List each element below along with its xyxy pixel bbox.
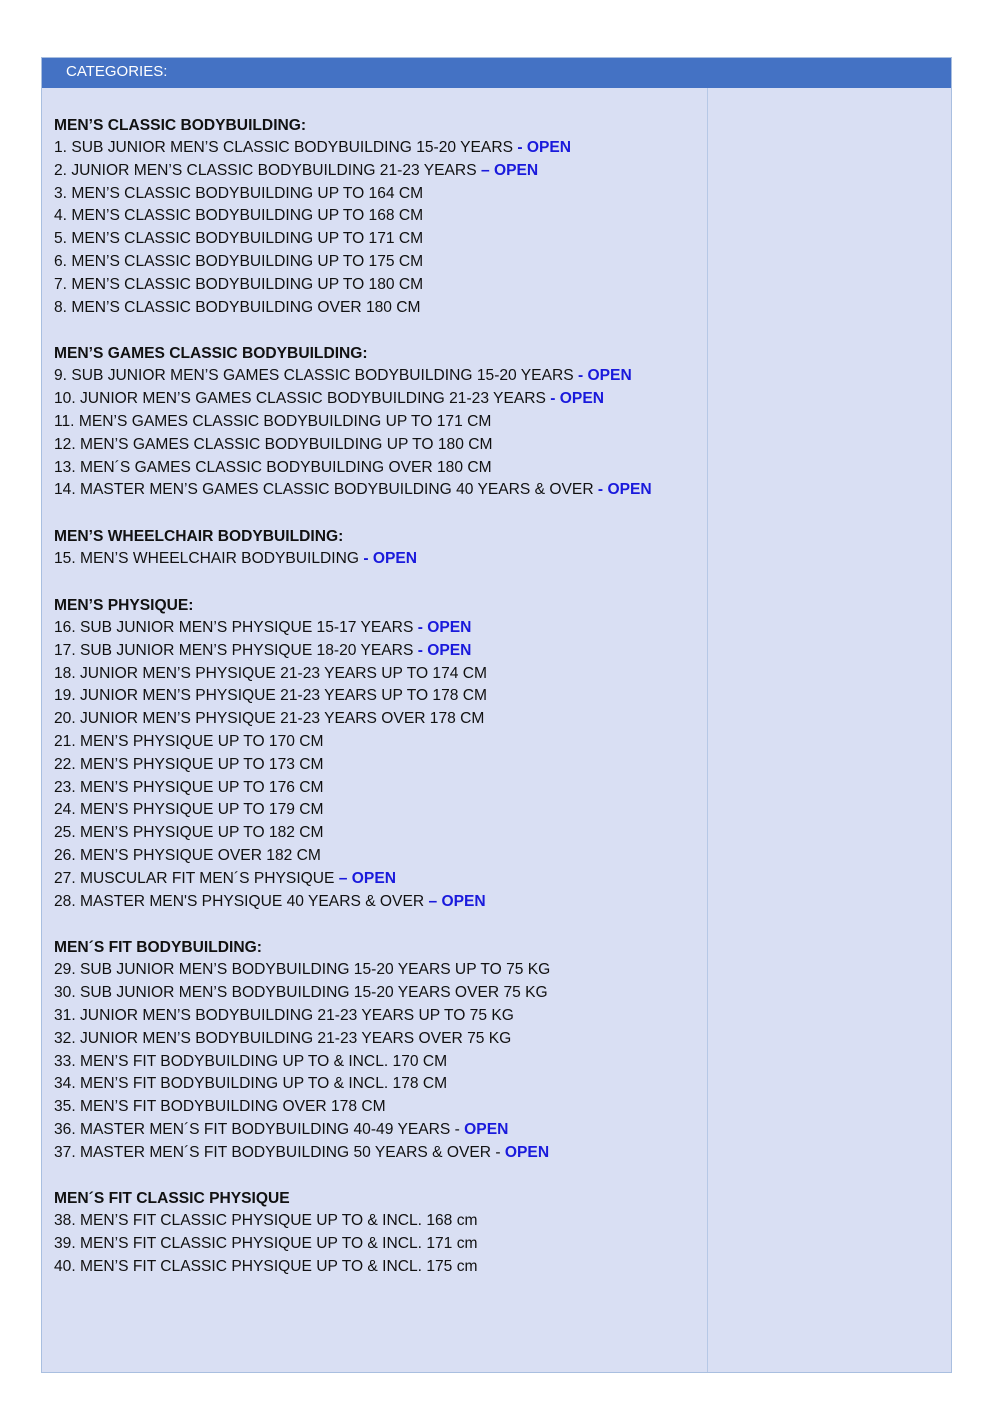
category-item-label: 8. MEN’S CLASSIC BODYBUILDING OVER 180 CM — [54, 298, 421, 316]
categories-list — [54, 114, 704, 1302]
category-item-label: 23. MEN’S PHYSIQUE UP TO 176 CM — [54, 778, 324, 796]
open-tag: – OPEN — [480, 161, 539, 179]
category-item-label: 21. MEN’S PHYSIQUE UP TO 170 CM — [54, 732, 324, 750]
category-item-label: 13. MEN´S GAMES CLASSIC BODYBUILDING OVER 180 CM — [54, 458, 492, 476]
open-tag: - OPEN — [363, 550, 418, 568]
open-tag: - OPEN — [417, 641, 472, 659]
category-item — [54, 868, 704, 891]
open-tag: – OPEN — [338, 869, 396, 887]
category-item — [54, 297, 704, 320]
category-item — [54, 799, 704, 822]
category-item — [54, 731, 704, 754]
category-item-label: 17. SUB JUNIOR MEN’S PHYSIQUE 18-20 YEARS — [54, 641, 418, 659]
category-item-label: 18. JUNIOR MEN’S PHYSIQUE 21-23 YEARS UP TO 174 CM — [54, 664, 488, 682]
section-title: MEN’S CLASSIC BODYBUILDING: — [54, 117, 307, 134]
category-item-label: 35. MEN’S FIT BODYBUILDING OVER 178 CM — [54, 1098, 386, 1116]
category-item — [54, 365, 704, 388]
category-item — [54, 1210, 704, 1233]
open-tag: - OPEN — [517, 139, 572, 156]
category-item — [54, 640, 704, 663]
category-item — [54, 1028, 704, 1051]
category-item-label: 19. JUNIOR MEN’S PHYSIQUE 21-23 YEARS UP TO 178 CM — [54, 687, 488, 705]
category-item — [54, 434, 704, 457]
column-divider — [707, 88, 708, 1372]
category-item-label: 20. JUNIOR MEN’S PHYSIQUE 21-23 YEARS OVER 178 CM — [54, 710, 485, 728]
category-item — [54, 251, 704, 274]
category-item — [54, 891, 704, 914]
category-item — [54, 457, 704, 480]
category-item-label: 15. MEN’S WHEELCHAIR BODYBUILDING — [54, 550, 364, 568]
category-item-label: 37. MASTER MEN´S FIT BODYBUILDING 50 YEARS & OVER - — [54, 1143, 505, 1161]
category-item-label: 25. MEN’S PHYSIQUE UP TO 182 CM — [54, 824, 324, 842]
category-item — [54, 388, 704, 411]
category-item — [54, 1005, 704, 1028]
category-item — [54, 1096, 704, 1119]
category-item-label: 1. SUB JUNIOR MEN’S CLASSIC BODYBUILDING 15-20 YEARS — [54, 139, 518, 156]
category-item-label: 22. MEN’S PHYSIQUE UP TO 173 CM — [54, 755, 324, 773]
category-item — [54, 845, 704, 868]
category-item-label: 26. MEN’S PHYSIQUE OVER 182 CM — [54, 846, 321, 864]
category-section — [54, 594, 704, 913]
category-item — [54, 663, 704, 686]
category-item-label: 33. MEN’S FIT BODYBUILDING UP TO & INCL. 170 CM — [54, 1052, 448, 1070]
category-item — [54, 617, 704, 640]
categories-header-title: CATEGORIES: — [66, 63, 168, 80]
category-item-label: 29. SUB JUNIOR MEN’S BODYBUILDING 15-20 YEARS UP TO 75 KG — [54, 961, 551, 979]
category-item-label: 34. MEN’S FIT BODYBUILDING UP TO & INCL. 178 CM — [54, 1075, 448, 1093]
category-item-label: 12. MEN’S GAMES CLASSIC BODYBUILDING UP TO 180 CM — [54, 435, 493, 453]
category-item-label: 36. MASTER MEN´S FIT BODYBUILDING 40-49 YEARS - — [54, 1120, 465, 1138]
category-item — [54, 548, 704, 571]
category-item-label: 5. MEN’S CLASSIC BODYBUILDING UP TO 171 CM — [54, 230, 424, 248]
open-tag: - OPEN — [417, 618, 472, 636]
open-tag: - OPEN — [597, 481, 652, 499]
category-item — [54, 1051, 704, 1074]
categories-table — [41, 57, 952, 1373]
category-item-label: 30. SUB JUNIOR MEN’S BODYBUILDING 15-20 YEARS OVER 75 KG — [54, 984, 548, 1002]
category-item-label: 10. JUNIOR MEN’S GAMES CLASSIC BODYBUILDING 21-23 YEARS — [54, 390, 551, 408]
section-title: MEN’S GAMES CLASSIC BODYBUILDING: — [54, 345, 368, 363]
category-item-label: 4. MEN’S CLASSIC BODYBUILDING UP TO 168 CM — [54, 207, 424, 225]
category-item — [54, 777, 704, 800]
category-section — [54, 525, 704, 571]
category-item-label: 11. MEN’S GAMES CLASSIC BODYBUILDING UP TO 171 CM — [54, 412, 492, 430]
section-title: MEN’S PHYSIQUE: — [54, 596, 194, 614]
category-item-label: 3. MEN’S CLASSIC BODYBUILDING UP TO 164 CM — [54, 184, 424, 202]
category-item-label: 38. MEN’S FIT CLASSIC PHYSIQUE UP TO & INCL. 168 cm — [54, 1212, 478, 1230]
category-item — [54, 685, 704, 708]
open-tag: OPEN — [464, 1120, 509, 1138]
category-section — [54, 114, 704, 319]
open-tag: - OPEN — [550, 390, 604, 408]
category-section — [54, 1187, 704, 1278]
category-item-label: 6. MEN’S CLASSIC BODYBUILDING UP TO 175 CM — [54, 252, 424, 270]
category-item — [54, 183, 704, 206]
category-item-label: 28. MASTER MEN'S PHYSIQUE 40 YEARS & OVER — [54, 892, 429, 910]
category-item — [54, 205, 704, 228]
category-item — [54, 411, 704, 434]
category-item — [54, 1119, 704, 1142]
category-item-label: 31. JUNIOR MEN’S BODYBUILDING 21-23 YEARS UP TO 75 KG — [54, 1006, 514, 1024]
open-tag: OPEN — [504, 1143, 550, 1161]
category-item — [54, 479, 704, 502]
category-item — [54, 754, 704, 777]
category-item-label: 7. MEN’S CLASSIC BODYBUILDING UP TO 180 CM — [54, 275, 424, 293]
category-item-label: 39. MEN’S FIT CLASSIC PHYSIQUE UP TO & INCL. 171 cm — [54, 1235, 478, 1253]
section-title: MEN´S FIT BODYBUILDING: — [54, 939, 262, 957]
category-item-label: 16. SUB JUNIOR MEN’S PHYSIQUE 15-17 YEARS — [54, 618, 418, 636]
category-item — [54, 228, 704, 251]
category-section — [54, 936, 704, 1164]
section-title: MEN’S WHEELCHAIR BODYBUILDING: — [54, 528, 344, 546]
category-item — [54, 1142, 704, 1165]
category-item-label: 24. MEN’S PHYSIQUE UP TO 179 CM — [54, 801, 324, 819]
category-item-label: 14. MASTER MEN’S GAMES CLASSIC BODYBUILDING 40 YEARS & OVER — [54, 481, 598, 499]
category-item — [54, 708, 704, 731]
category-item — [54, 274, 704, 297]
category-item-label: 9. SUB JUNIOR MEN’S GAMES CLASSIC BODYBUILDING 15-20 YEARS — [54, 367, 578, 385]
category-item — [54, 982, 704, 1005]
section-title: MEN´S FIT CLASSIC PHYSIQUE — [54, 1190, 290, 1208]
category-item — [54, 1233, 704, 1256]
category-item-label: 2. JUNIOR MEN’S CLASSIC BODYBUILDING 21-23 YEARS — [54, 161, 481, 179]
category-item — [54, 1073, 704, 1096]
category-item — [54, 160, 704, 183]
open-tag: – OPEN — [428, 892, 486, 910]
category-section — [54, 342, 704, 502]
category-item-label: 27. MUSCULAR FIT MEN´S PHYSIQUE — [54, 869, 339, 887]
category-item — [54, 822, 704, 845]
open-tag: - OPEN — [577, 367, 632, 385]
category-item — [54, 137, 704, 160]
category-item — [54, 959, 704, 982]
category-item-label: 40. MEN’S FIT CLASSIC PHYSIQUE UP TO & INCL. 175 cm — [54, 1258, 478, 1276]
categories-header — [42, 58, 951, 88]
category-item — [54, 1256, 704, 1279]
category-item-label: 32. JUNIOR MEN’S BODYBUILDING 21-23 YEARS OVER 75 KG — [54, 1029, 512, 1047]
